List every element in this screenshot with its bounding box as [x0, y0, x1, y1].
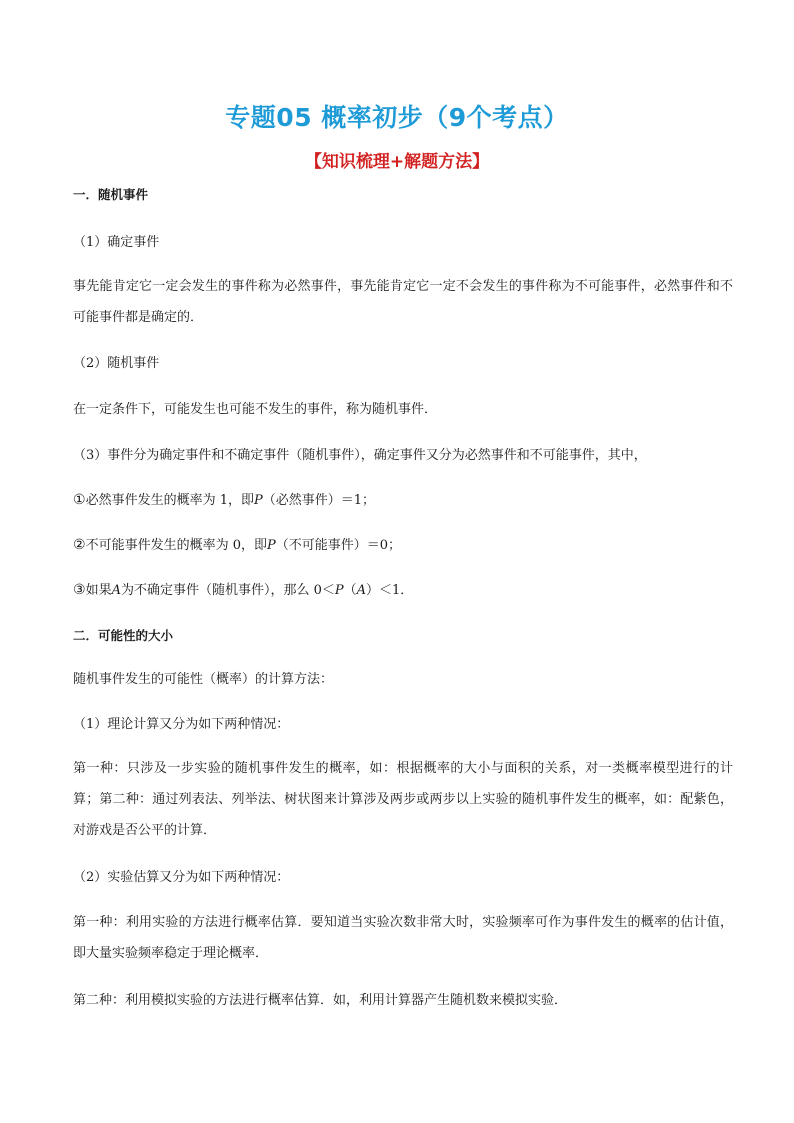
section2-heading: 二．可能性的大小 [73, 628, 174, 643]
item2-marker: ② [73, 537, 86, 553]
page-subtitle: 【知识梳理+解题方法】 [304, 152, 490, 172]
section2-sub2-text1: 第一种：利用实验的方法进行概率估算．要知道当实验次数非常大时，实验频率可作为事件发生的概率的估计值，即大量实验频率稳定于理论概率． [73, 915, 733, 961]
section1-item3 [73, 581, 733, 600]
section1-item1 [73, 491, 733, 510]
item2-pre: 不可能事件发生的概率为 0，即 [85, 538, 267, 553]
item2-post: （不可能事件）＝0； [275, 538, 401, 553]
section1-sub3-text: （3）事件分为确定事件和不确定事件（随机事件），确定事件又分为必然事件和不可能事件，其中， [73, 448, 647, 463]
item1-post: （必然事件）＝1； [262, 493, 375, 508]
item3-var-a2: A [356, 583, 367, 598]
section1-item2 [73, 536, 733, 555]
page-title: 专题05 概率初步（9个考点） [225, 103, 569, 132]
item3-var-a: A [111, 583, 121, 598]
section1-sub1-text: 事先能肯定它一定会发生的事件称为必然事件，事先能肯定它一定不会发生的事件称为不可能事件，必然事件和不可能事件都是确定的． [73, 279, 733, 325]
section2-sub2-text2: 第二种：利用模拟实验的方法进行概率估算．如，利用计算器产生随机数来模拟实验． [73, 993, 568, 1008]
item3-marker: ③ [73, 582, 86, 598]
section1-sub1-heading: （1）确定事件 [73, 235, 160, 250]
item1-marker: ① [73, 492, 86, 508]
section1-heading: 一．随机事件 [73, 187, 149, 202]
item3-mid: 为不确定事件（随机事件），那么 0＜ [120, 583, 335, 598]
item3-post: ）＜1． [366, 583, 414, 598]
item1-pre: 必然事件发生的概率为 1，即 [85, 493, 254, 508]
section2-sub1-heading: （1）理论计算又分为如下两种情况： [73, 717, 290, 732]
section2-sub1-text: 第一种：只涉及一步实验的随机事件发生的概率，如：根据概率的大小与面积的关系，对一类概率模型进行的计算；第二种：通过列表法、列举法、树状图来计算涉及两步或两步以上实验的随机事件发生的概率，如：配紫色，对游戏是否公平的计算． [73, 761, 733, 838]
section1-sub2-heading: （2）随机事件 [73, 356, 160, 371]
section2-sub2-heading: （2）实验估算又分为如下两种情况： [73, 870, 290, 885]
item3-pre: 如果 [85, 583, 112, 598]
section2-intro: 随机事件发生的可能性（概率）的计算方法： [73, 672, 334, 687]
item1-var: P [253, 493, 263, 508]
section1-sub2-text: 在一定条件下，可能发生也可能不发生的事件，称为随机事件． [73, 402, 438, 417]
item2-var: P [266, 538, 276, 553]
item3-open: （ [343, 583, 357, 598]
item3-var-p: P [334, 583, 344, 598]
